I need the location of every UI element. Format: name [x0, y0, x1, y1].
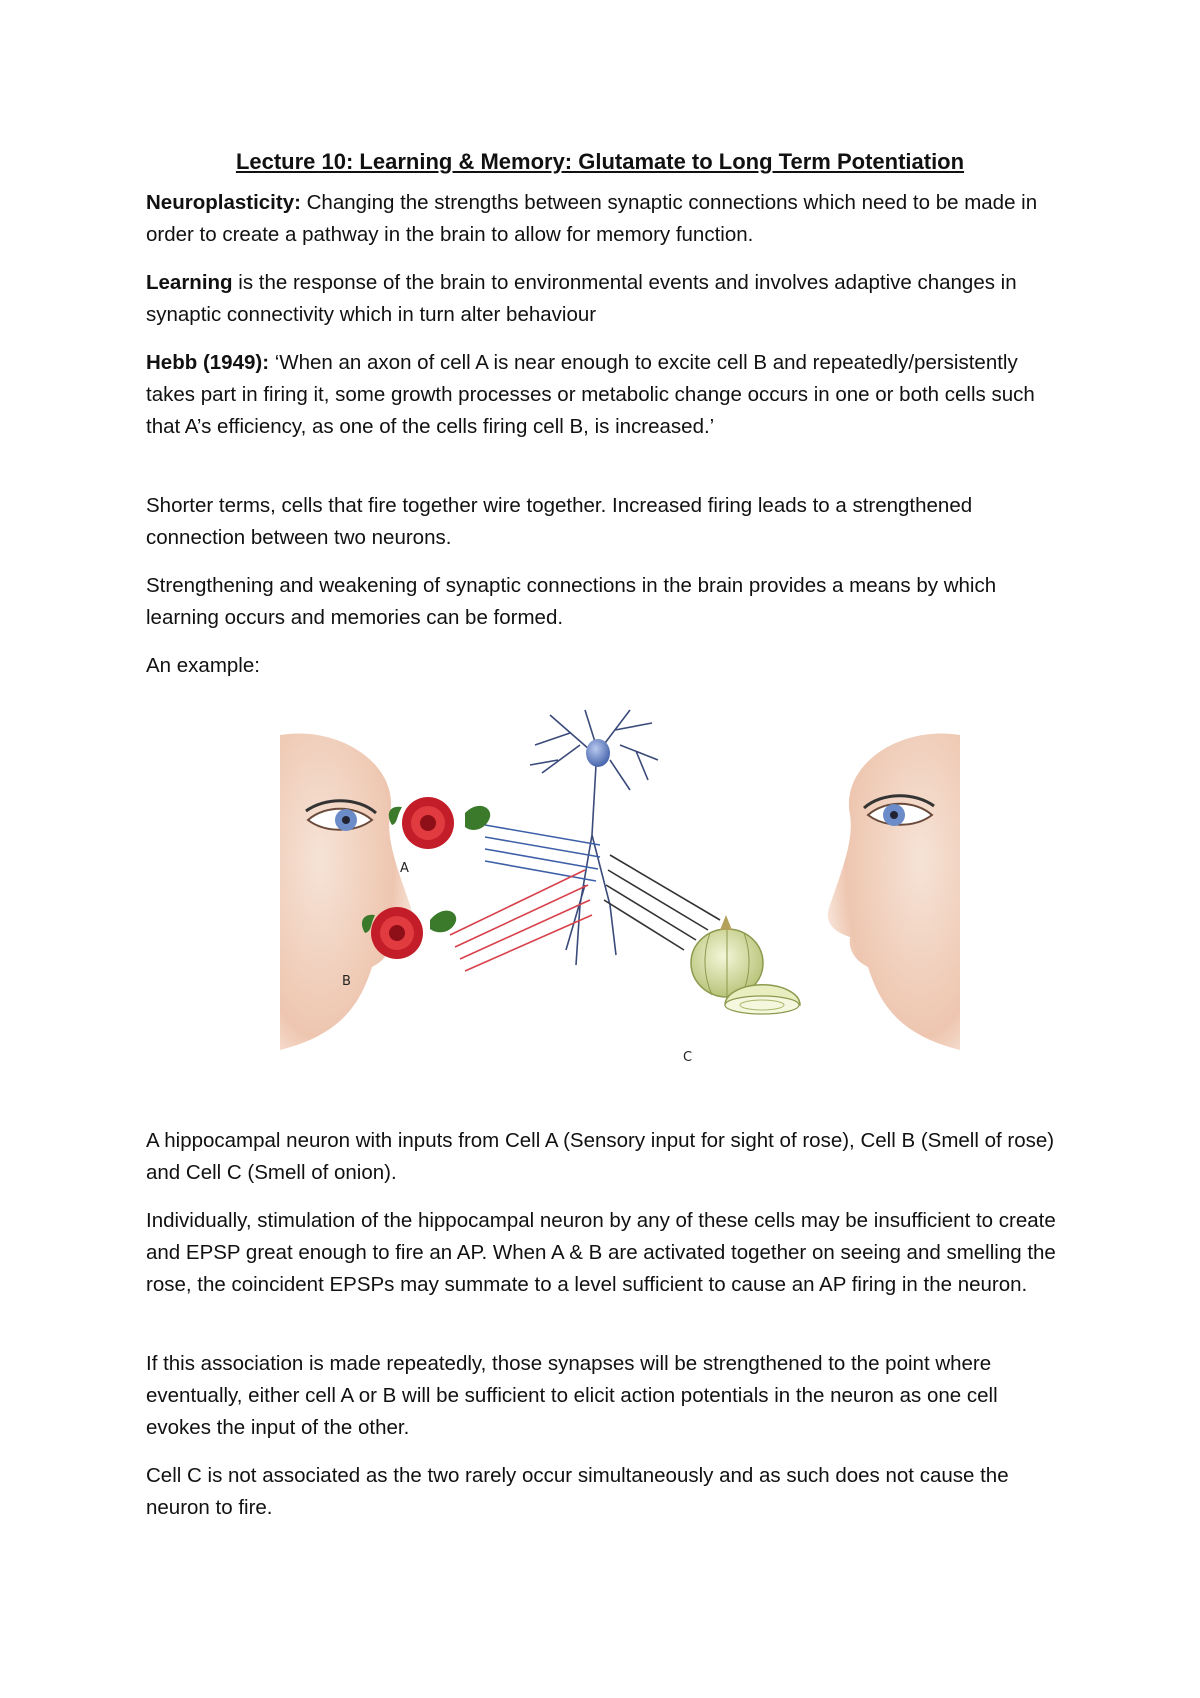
right-face: [828, 733, 960, 1050]
paragraph-neuroplasticity: [146, 187, 1066, 251]
term-learning: Learning: [146, 271, 233, 294]
paragraph-hebb: [146, 347, 1066, 443]
paragraph-individually: Individually, stimulation of the hippocampal neuron by any of these cells may be insufficient to create and EPSP great enough to fire an AP. When A & B are activated together on seeing and smelling the rose, the coincident EPSPs may summate to a level sufficient to cause an AP firing in the neuron.: [146, 1209, 1056, 1296]
paragraph-shorter-terms: Shorter terms, cells that fire together wire together. Increased firing leads to a strengthened connection between two neurons.: [146, 494, 973, 549]
cell-b-inputs: [450, 870, 592, 971]
term-neuroplasticity: Neuroplasticity:: [146, 191, 301, 214]
definition-neuroplasticity: Changing the strengths between synaptic connections which need to be made in order to create a pathway in the brain to allow for memory function.: [146, 191, 1038, 246]
paragraph-hippocampal-neuron: A hippocampal neuron with inputs from Cell A (Sensory input for sight of rose), Cell B (Smell of rose) and Cell C (Smell of onion).: [146, 1129, 1055, 1184]
paragraph-example-intro: An example:: [146, 654, 260, 677]
cell-c-inputs: [604, 855, 720, 950]
term-hebb: Hebb (1949):: [146, 351, 270, 374]
paragraph-association: If this association is made repeatedly, those synapses will be strengthened to the point where eventually, either cell A or B will be sufficient to elicit action potentials in the neuron as one cell evokes the input of the other.: [146, 1352, 998, 1439]
neuron-association-figure: [280, 705, 960, 1090]
definition-learning: is the response of the brain to environmental events and involves adaptive changes in synaptic connectivity which in turn alter behaviour: [146, 271, 1017, 326]
label-c: C: [683, 1050, 693, 1065]
paragraph-strengthening: Strengthening and weakening of synaptic connections in the brain provides a means by which learning occurs and memories can be formed.: [146, 574, 997, 629]
paragraph-learning: [146, 267, 1066, 331]
page-title: Lecture 10: Learning & Memory: Glutamate to Long Term Potentiation: [235, 149, 965, 174]
quote-hebb: ‘When an axon of cell A is near enough to excite cell B and repeatedly/persistently takes part in firing it, some growth processes or metabolic change occurs in one or both cells such that A’s efficiency, as one of the cells firing cell B, is increased.’: [146, 351, 1035, 438]
cell-a-inputs: [485, 825, 600, 881]
rose-a-icon: [389, 797, 490, 849]
left-face: [280, 733, 412, 1050]
label-a: A: [400, 861, 409, 876]
label-b: B: [342, 974, 351, 989]
hippocampal-neuron: [530, 710, 658, 965]
paragraph-cell-c: Cell C is not associated as the two rarely occur simultaneously and as such does not cause the neuron to fire.: [146, 1464, 1009, 1519]
